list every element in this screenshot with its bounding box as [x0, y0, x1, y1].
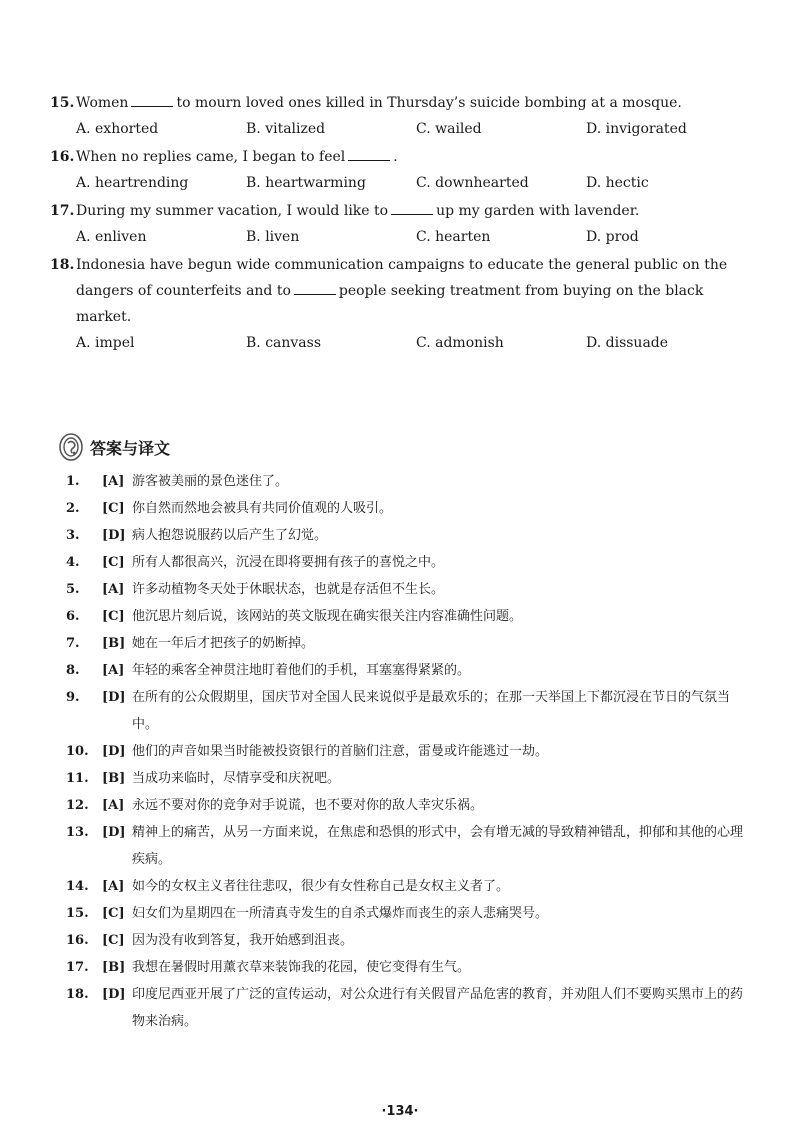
answer-number: 15.: [66, 906, 89, 921]
list-item: [66, 657, 746, 684]
answer-translation: 她在一年后才把孩子的奶断掉。: [132, 636, 315, 651]
question-16: [50, 144, 740, 196]
option-b: B. canvass: [246, 335, 322, 351]
list-item: [66, 603, 746, 630]
answer-key: [C]: [102, 609, 125, 624]
answer-number: 5.: [66, 582, 80, 597]
list-item: [66, 495, 746, 522]
answer-badge-icon: [58, 432, 84, 462]
option-c: C. hearten: [416, 229, 491, 245]
answer-translation: 我想在暑假时用薰衣草来装饰我的花园，使它变得有生气。: [132, 960, 471, 975]
list-item: [66, 738, 746, 765]
answer-translation: 永远不要对你的竞争对手说谎，也不要对你的敌人幸灾乐祸。: [132, 798, 484, 813]
answer-number: 17.: [66, 960, 89, 975]
answer-number: 16.: [66, 933, 89, 948]
question-number: 18.: [50, 257, 75, 273]
list-item: [66, 684, 746, 738]
answer-blank: [391, 202, 433, 215]
question-number: 15.: [50, 95, 75, 111]
option-d: D. dissuade: [586, 335, 669, 351]
answer-translation: 所有人都很高兴，沉浸在即将要拥有孩子的喜悦之中。: [132, 555, 445, 570]
option-row: [50, 116, 740, 142]
answer-key: [A]: [102, 879, 125, 894]
list-item: [66, 522, 746, 549]
list-item: [66, 792, 746, 819]
answer-number: 4.: [66, 555, 80, 570]
list-item: [66, 981, 746, 1035]
list-item: [66, 576, 746, 603]
answer-key: [C]: [102, 501, 125, 516]
answer-translation: 游客被美丽的景色迷住了。: [132, 474, 289, 489]
answer-key: [D]: [102, 987, 126, 1002]
answer-translation: 他沉思片刻后说，该网站的英文版现在确实很关注内容准确性问题。: [132, 609, 523, 624]
list-item: [66, 819, 746, 873]
answer-key: [A]: [102, 582, 125, 597]
option-b: B. liven: [246, 229, 300, 245]
answer-translation: 你自然而然地会被具有共同价值观的人吸引。: [132, 501, 393, 516]
option-c: C. admonish: [416, 335, 504, 351]
option-c: C. downhearted: [416, 175, 529, 191]
answer-key: [D]: [102, 825, 126, 840]
option-d: D. hectic: [586, 175, 649, 191]
list-item: [66, 900, 746, 927]
question-stem: When no replies came, I began to feel .: [76, 149, 398, 165]
option-row: [50, 330, 740, 356]
answer-key: [A]: [102, 663, 125, 678]
answer-key: [B]: [102, 636, 126, 651]
answer-key: [B]: [102, 771, 126, 786]
answer-translation: 精神上的痛苦，从另一方面来说，在焦虑和恐惧的形式中，会有增无减的导致精神错乱，抑郁和其他的心理疾病。: [132, 825, 744, 867]
option-row: [50, 224, 740, 250]
question-stem: Indonesia have begun wide communication campaigns to educate the general public on the dangers of counterfeits and to people seeking treatment from buying on the black market.: [76, 257, 728, 325]
question-17: [50, 198, 740, 250]
question-number: 17.: [50, 203, 75, 219]
list-item: [66, 873, 746, 900]
answer-blank: [348, 148, 390, 161]
answer-number: 14.: [66, 879, 89, 894]
answer-translation: 因为没有收到答复，我开始感到沮丧。: [132, 933, 354, 948]
question-18: [50, 252, 740, 356]
option-a: A. impel: [76, 335, 135, 351]
answer-number: 1.: [66, 474, 80, 489]
answer-number: 18.: [66, 987, 89, 1002]
question-stem: Women to mourn loved ones killed in Thursday’s suicide bombing at a mosque.: [76, 95, 682, 111]
option-row: [50, 170, 740, 196]
answer-translation: 病人抱怨说服药以后产生了幻觉。: [132, 528, 328, 543]
option-a: A. heartrending: [76, 175, 189, 191]
answer-key: [D]: [102, 690, 126, 705]
answer-number: 6.: [66, 609, 80, 624]
answer-key: [A]: [102, 474, 125, 489]
question-15: [50, 90, 740, 142]
answer-number: 2.: [66, 501, 80, 516]
question-number: 16.: [50, 149, 75, 165]
answer-number: 10.: [66, 744, 89, 759]
answer-translation: 他们的声音如果当时能被投资银行的首脑们注意，雷曼或许能逃过一劫。: [132, 744, 549, 759]
answer-translation: 印度尼西亚开展了广泛的宣传运动，对公众进行有关假冒产品危害的教育，并劝阻人们不要购买黑市上的药物来治病。: [132, 987, 744, 1029]
answer-key: [C]: [102, 555, 125, 570]
answer-translation: 妇女们为星期四在一所清真寺发生的自杀式爆炸而丧生的亲人悲痛哭号。: [132, 906, 549, 921]
answer-key: [C]: [102, 933, 125, 948]
list-item: [66, 468, 746, 495]
option-c: C. wailed: [416, 121, 482, 137]
page-number: ·134·: [381, 1104, 419, 1119]
answer-number: 11.: [66, 771, 89, 786]
answer-number: 8.: [66, 663, 80, 678]
answer-key: [C]: [102, 906, 125, 921]
option-d: D. invigorated: [586, 121, 687, 137]
list-item: [66, 927, 746, 954]
answer-list: [66, 468, 746, 1035]
answer-number: 13.: [66, 825, 89, 840]
answer-key: [B]: [102, 960, 126, 975]
question-stem: During my summer vacation, I would like to up my garden with lavender.: [76, 203, 640, 219]
list-item: [66, 549, 746, 576]
list-item: [66, 765, 746, 792]
answers-title: 答案与译文: [90, 438, 171, 458]
answer-key: [D]: [102, 744, 126, 759]
answer-blank: [294, 282, 336, 295]
option-b: B. vitalized: [246, 121, 326, 137]
answer-translation: 当成功来临时，尽情享受和庆祝吧。: [132, 771, 341, 786]
option-a: A. exhorted: [76, 121, 159, 137]
answer-number: 9.: [66, 690, 80, 705]
option-a: A. enliven: [76, 229, 147, 245]
answer-number: 3.: [66, 528, 80, 543]
list-item: [66, 954, 746, 981]
list-item: [66, 630, 746, 657]
answer-blank: [131, 94, 173, 107]
answer-key: [A]: [102, 798, 125, 813]
option-b: B. heartwarming: [246, 175, 366, 191]
answer-number: 7.: [66, 636, 80, 651]
answer-translation: 许多动植物冬天处于休眠状态，也就是存活但不生长。: [132, 582, 445, 597]
answer-number: 12.: [66, 798, 89, 813]
answer-translation: 如今的女权主义者往往悲叹，很少有女性称自己是女权主义者了。: [132, 879, 510, 894]
question-list: [50, 90, 740, 358]
answer-translation: 在所有的公众假期里，国庆节对全国人民来说似乎是最欢乐的；在那一天举国上下都沉浸在节日的气氛当中。: [132, 690, 731, 732]
answers-heading: [58, 432, 170, 462]
option-d: D. prod: [586, 229, 639, 245]
answer-translation: 年轻的乘客全神贯注地盯着他们的手机，耳塞塞得紧紧的。: [132, 663, 471, 678]
answer-key: [D]: [102, 528, 126, 543]
